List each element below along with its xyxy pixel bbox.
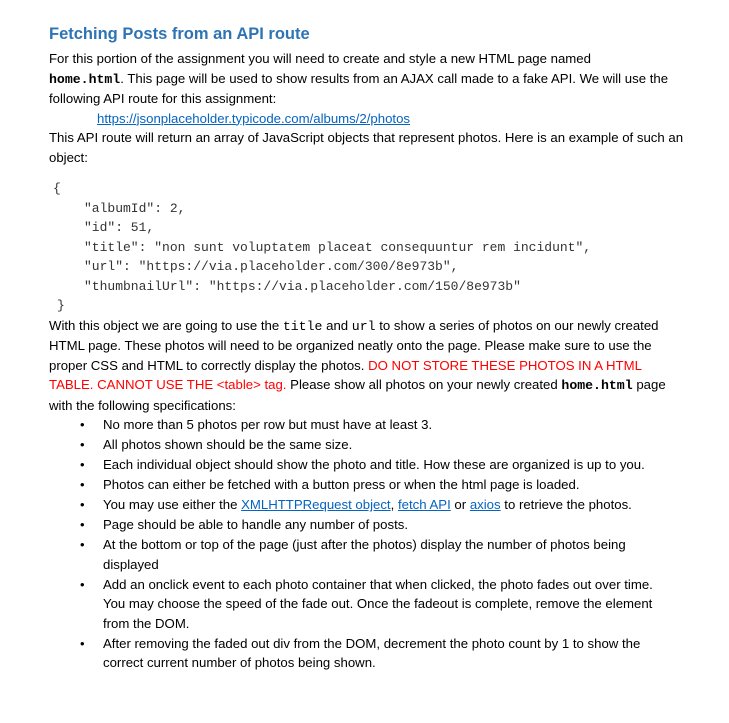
fetch-api-link[interactable]: fetch API (397, 497, 451, 512)
axios-link[interactable]: axios (469, 497, 501, 512)
code-close-brace: } (57, 298, 65, 313)
code-line: "id": 51, (84, 220, 155, 235)
code-open-brace: { (53, 181, 61, 196)
code-line: "url": "https://via.placeholder.com/300/8e973b", (84, 259, 459, 274)
instr-text-b: to show a series of photos on our newly created HTML page. These photos will need to be organized neatly onto the page. Please make sure to use the proper CSS and HTML to correctly display the photos. (49, 317, 659, 373)
list-item: • At the bottom or top of the page (just after the photos) display the number of photos being displayed (80, 537, 626, 572)
code-line: "title": "non sunt voluptatem placeat consequuntur rem incidunt", (84, 239, 592, 255)
intro-paragraph (49, 49, 689, 109)
intro-text-2: . This page will be used to show results from an AJAX call made to a fake API. We will use the following API route for this assignment: (49, 70, 669, 106)
instr-text-d: page with the following specifications: (49, 377, 666, 413)
list-item: • Photos can either be fetched with a button press or when the html page is loaded. (103, 475, 689, 495)
specifications-list (49, 415, 689, 673)
field-title: title (282, 318, 323, 334)
bullet-icon: • (80, 576, 85, 592)
filename-home-html: home.html (49, 71, 121, 87)
list-item: • Each individual object should show the photo and title. How these are organized is up to you. (103, 455, 689, 475)
xmlhttprequest-link[interactable]: XMLHTTPRequest object (241, 497, 391, 512)
list-item: • After removing the faded out div from the DOM, decrement the photo count by 1 to show the correct current number of photos being shown. (80, 635, 641, 670)
list-item: • Add an onclick event to each photo container that when clicked, the photo fades out over time. You may choose the speed of the fade out. Once the fadeout is complete, remove the element from the DOM. (80, 576, 653, 631)
instr-text-a: With this object we are going to use the (49, 317, 280, 333)
list-item: • You may use either the XMLHTTPRequest object, fetch API or axios to retrieve the photos. (103, 495, 689, 515)
bullet-icon: • (80, 417, 85, 432)
code-line: "thumbnailUrl": "https://via.placeholder.com/150/8e973b" (84, 278, 521, 294)
field-url: url (351, 318, 376, 334)
list-item: • All photos shown should be the same size. (103, 435, 689, 455)
instr-and: and (326, 317, 349, 333)
bullet-icon: • (80, 437, 85, 452)
bullet-icon: • (80, 537, 85, 552)
document-page (49, 24, 689, 673)
bullet-icon: • (80, 497, 85, 512)
instructions-paragraph (49, 316, 689, 416)
list-item: • Page should be able to handle any number of posts. (103, 515, 689, 535)
intro-text-1: For this portion of the assignment you will need to create and style a new HTML page named (49, 51, 591, 66)
list-item: • No more than 5 photos per row but must have at least 3. (103, 415, 689, 435)
instr-text-c: Please show all photos on your newly created (290, 377, 558, 392)
intro-paragraph-2: This API route will return an array of JavaScript objects that represent photos. Here is an example of such an object: (49, 130, 684, 165)
api-url-link[interactable]: https://jsonplaceholder.typicode.com/albums/2/photos (97, 110, 411, 126)
example-object-code (49, 179, 689, 316)
code-line: "albumId": 2, (84, 200, 186, 216)
filename-home-html-2: home.html (561, 378, 633, 393)
bullet-icon: • (80, 477, 85, 492)
bullet-icon: • (80, 457, 85, 472)
api-url-line (49, 109, 689, 129)
table-warning: DO NOT STORE THESE PHOTOS IN A HTML TABLE. CANNOT USE THE <table> tag. (49, 357, 642, 392)
bullet-icon: • (80, 635, 85, 651)
bullet-icon: • (80, 517, 85, 532)
section-heading: Fetching Posts from an API route (49, 25, 310, 43)
